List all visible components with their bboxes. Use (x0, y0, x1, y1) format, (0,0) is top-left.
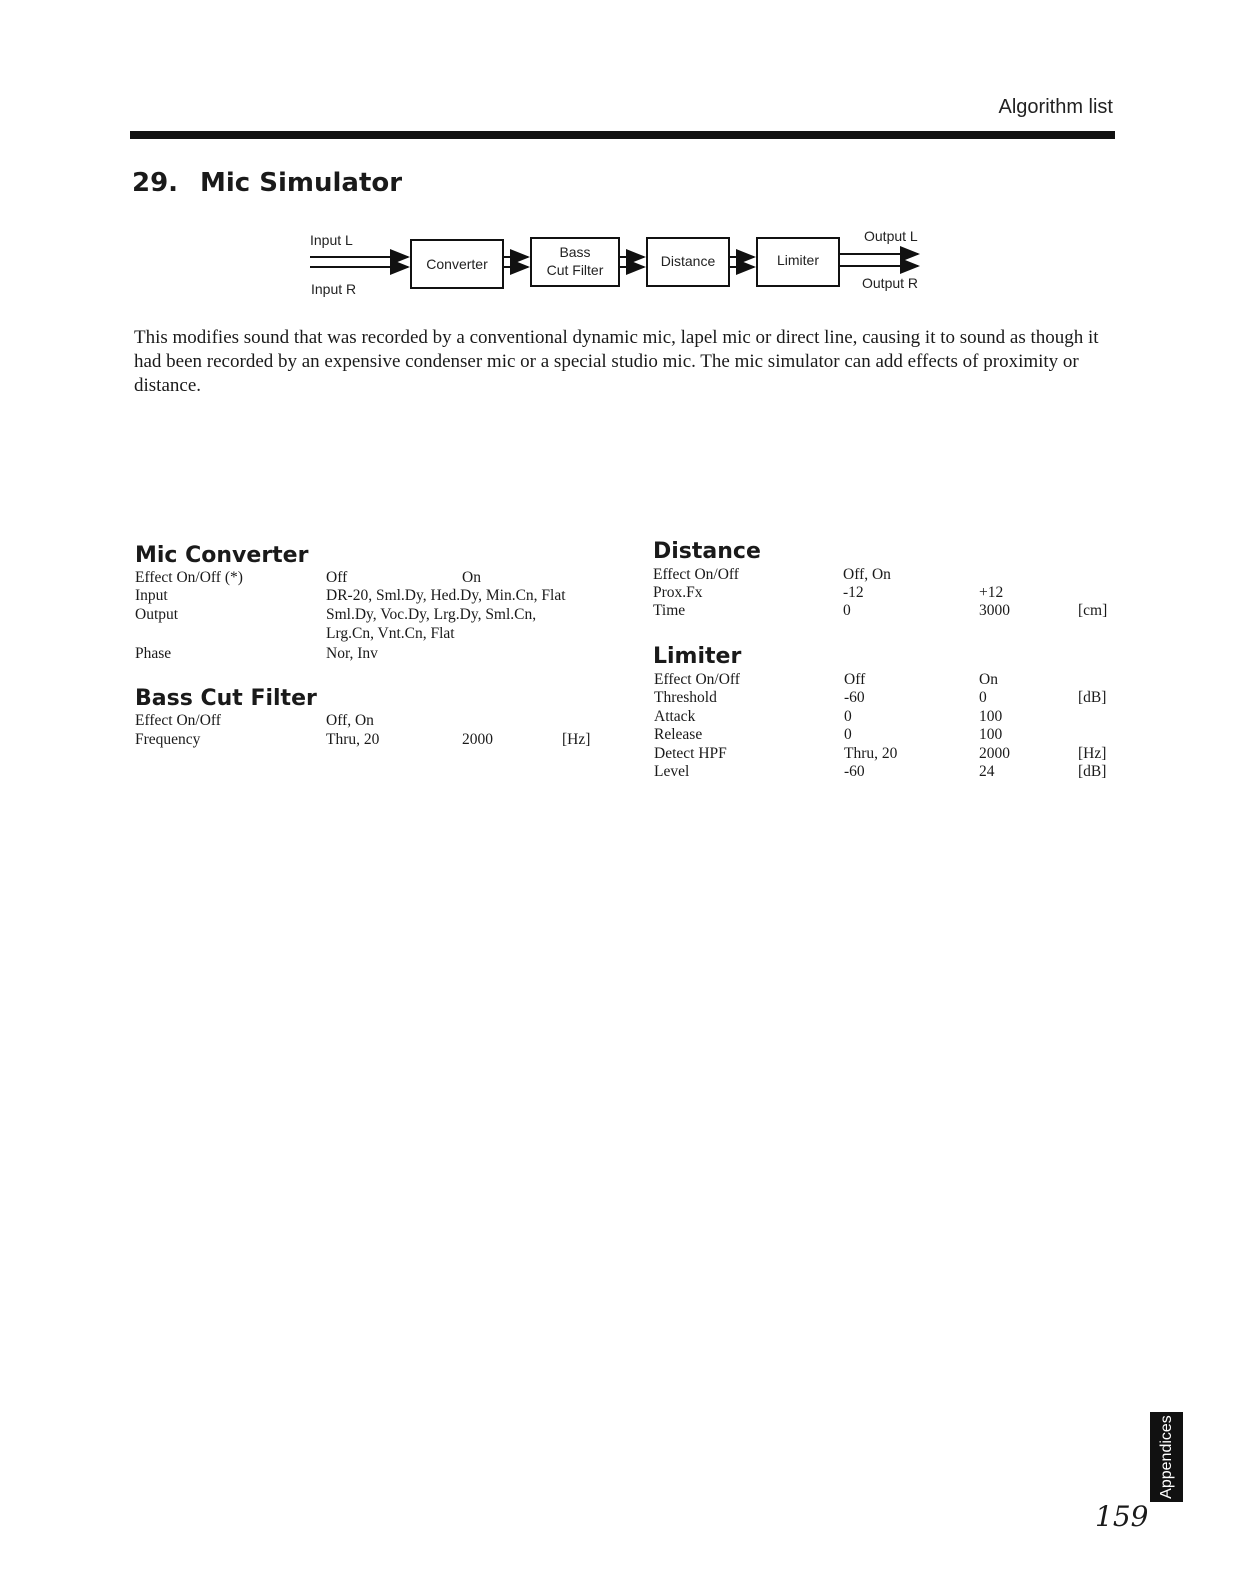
param-unit: [Hz] (1078, 745, 1107, 762)
header-rule (130, 131, 1115, 139)
param-min: Off (326, 569, 348, 586)
param-min: Off (844, 671, 866, 688)
param-min: Thru, 20 (844, 745, 898, 762)
section-title: Mic Simulator (200, 168, 403, 198)
param-name: Output (135, 606, 179, 623)
param-max: 24 (979, 763, 995, 780)
param-name: Effect On/Off (135, 712, 221, 729)
param-name: Input (135, 587, 168, 604)
param-max: 2000 (979, 745, 1010, 762)
distance-heading: Distance (653, 539, 761, 564)
param-range: Lrg.Cn, Vnt.Cn, Flat (326, 625, 455, 642)
input-r-label: Input R (311, 281, 357, 297)
param-min: 0 (844, 726, 852, 743)
param-min: Thru, 20 (326, 731, 380, 748)
param-max: On (979, 671, 998, 688)
param-unit: [dB] (1078, 763, 1107, 780)
signal-flow-diagram (300, 222, 940, 304)
param-name: Phase (135, 645, 172, 662)
param-max: 3000 (979, 602, 1010, 619)
param-name: Release (654, 726, 703, 743)
param-max: On (462, 569, 481, 586)
param-range: Sml.Dy, Voc.Dy, Lrg.Dy, Sml.Cn, (326, 606, 537, 623)
param-min: -60 (844, 689, 865, 706)
distance-label: Distance (660, 253, 716, 269)
param-name: Frequency (135, 731, 201, 748)
bass-cut-filter-heading: Bass Cut Filter (135, 686, 317, 711)
param-name: Prox.Fx (653, 584, 703, 601)
param-name: Effect On/Off (654, 671, 740, 688)
param-name: Effect On/Off (*) (135, 569, 243, 586)
param-min: -12 (843, 584, 864, 601)
param-unit: [cm] (1078, 602, 1108, 619)
param-name: Detect HPF (654, 745, 727, 762)
intro-paragraph: This modifies sound that was recorded by a conventional dynamic mic, lapel mic or direct line, causing it to sound as though it had been recorded by an expensive condenser mic or a special studio mic. The mic simulator can add effects of proximity or distance. (134, 327, 1099, 396)
param-min: 0 (843, 602, 851, 619)
param-unit: [Hz] (562, 731, 591, 748)
page-number: 159 (1095, 1500, 1149, 1533)
param-name: Effect On/Off (653, 566, 739, 583)
param-name: Attack (654, 708, 696, 725)
param-range: Nor, Inv (326, 645, 378, 662)
param-max: 100 (979, 726, 1003, 743)
input-l-label: Input L (310, 232, 353, 248)
output-l-label: Output L (864, 228, 918, 244)
param-range: DR-20, Sml.Dy, Hed.Dy, Min.Cn, Flat (326, 587, 566, 604)
param-max: 2000 (462, 731, 493, 748)
output-r-label: Output R (862, 275, 919, 291)
param-range: Off, On (326, 712, 374, 729)
param-name: Level (654, 763, 690, 780)
appendices-tab (1150, 1412, 1183, 1502)
param-unit: [dB] (1078, 689, 1107, 706)
param-max: +12 (979, 584, 1004, 601)
converter-label: Converter (426, 256, 488, 272)
bass-cut-filter-label-line1: Bass (559, 244, 591, 260)
bass-cut-filter-label-line2: Cut Filter (546, 262, 604, 278)
param-max: 0 (979, 689, 987, 706)
param-name: Time (653, 602, 686, 619)
limiter-label: Limiter (776, 252, 820, 268)
section-heading (132, 168, 402, 198)
param-range: Off, On (843, 566, 891, 583)
limiter-heading: Limiter (653, 644, 742, 669)
param-max: 100 (979, 708, 1003, 725)
section-number: 29. (132, 168, 179, 198)
param-min: 0 (844, 708, 852, 725)
mic-converter-heading: Mic Converter (135, 543, 309, 568)
appendices-tab-label: Appendices (1157, 1415, 1175, 1499)
param-name: Threshold (654, 689, 717, 706)
param-min: -60 (844, 763, 865, 780)
running-header: Algorithm list (998, 96, 1113, 118)
